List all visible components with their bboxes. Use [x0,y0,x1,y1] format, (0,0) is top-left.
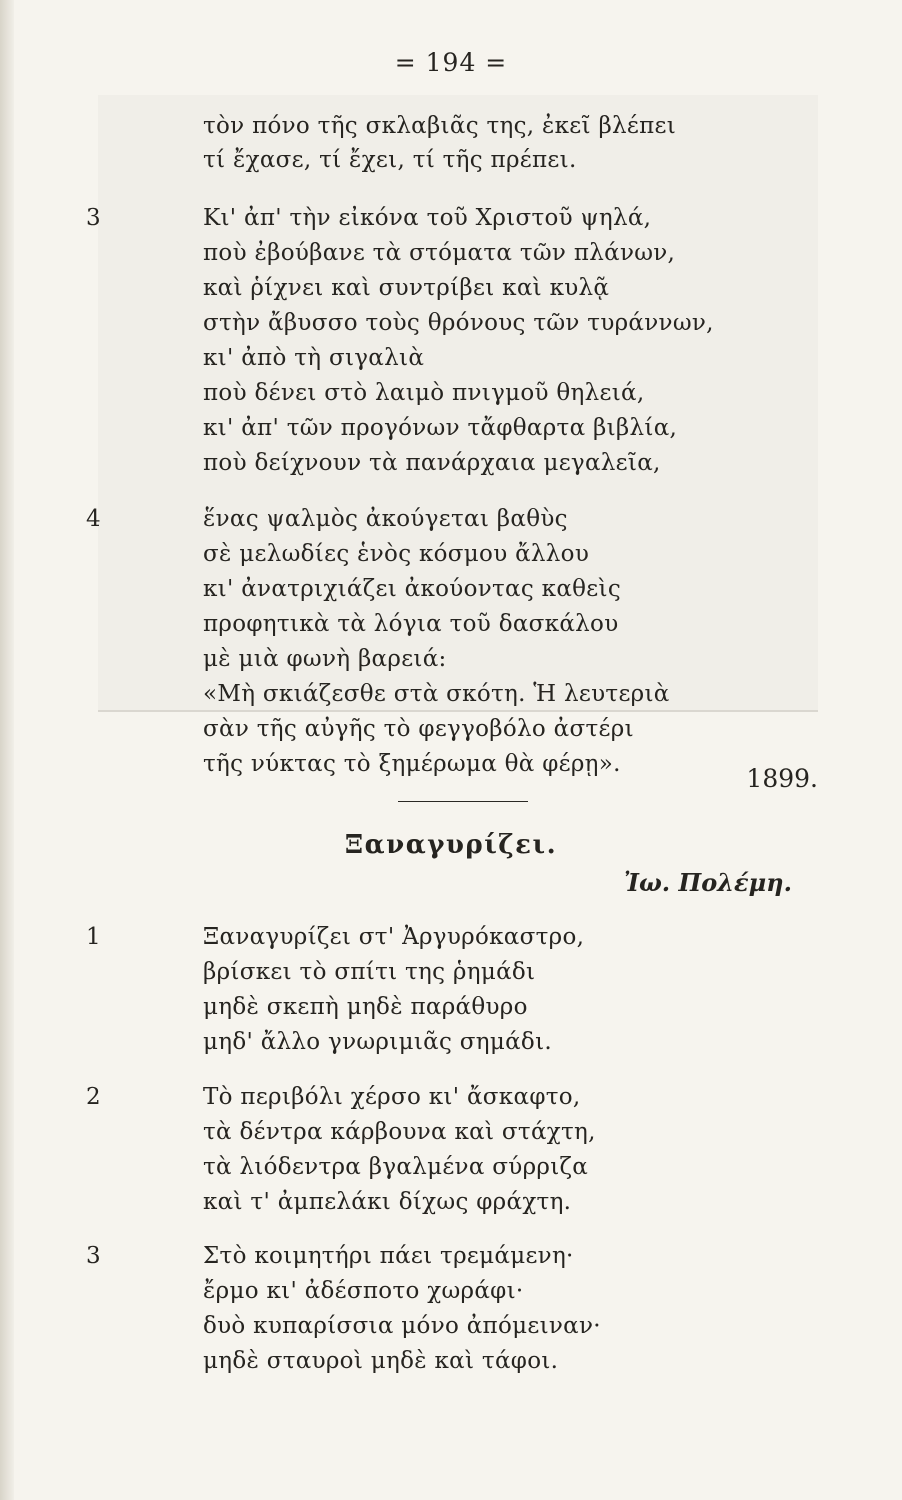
verse-line: τῆς νύκτας τὸ ξημέρωμα θὰ φέρῃ». [203,751,621,777]
verse-line: σὰν τῆς αὐγῆς τὸ φεγγοβόλο ἀστέρι [203,716,634,742]
stanza-number: 3 [86,1243,101,1269]
verse-line: κι' ἀπὸ τὴ σιγαλιὰ [203,345,425,371]
page-number: = 194 = [394,48,508,77]
verse-line: κι' ἀνατριχιάζει ἀκούοντας καθεὶς [203,576,622,602]
verse-line: καὶ τ' ἀμπελάκι δίχως φράχτη. [203,1189,572,1215]
verse-line: ποὺ ἐβούβανε τὰ στόματα τῶν πλάνων, [203,240,676,266]
section-divider [398,801,528,802]
poem-author: Ἰω. Πολέμη. [623,868,792,897]
poem-title: Ξαναγυρίζει. [344,830,558,860]
verse-line: τί ἔχασε, τί ἔχει, τί τῆς πρέπει. [203,147,577,173]
verse-line: «Μὴ σκιάζεσθε στὰ σκότη. Ἡ λευτεριὰ [203,681,670,707]
stanza-number: 1 [86,924,101,950]
verse-line: μὲ μιὰ φωνὴ βαρειά: [203,646,447,672]
verse-line: βρίσκει τὸ σπίτι της ῥημάδι [203,959,536,985]
verse-line: τὰ λιόδεντρα βγαλμένα σύρριζα [203,1154,589,1180]
verse-line: ἕνας ψαλμὸς ἀκούγεται βαθὺς [203,506,568,532]
verse-line: μηδ' ἄλλο γνωριμιᾶς σημάδι. [203,1029,553,1055]
verse-line: σὲ μελωδίες ἑνὸς κόσμου ἄλλου [203,541,590,567]
verse-line: ποὺ δείχνουν τὰ πανάρχαια μεγαλεῖα, [203,450,661,476]
verse-line: καὶ ῥίχνει καὶ συντρίβει καὶ κυλᾷ [203,275,610,301]
verse-line: μηδὲ σκεπὴ μηδὲ παράθυρο [203,994,528,1020]
verse-line: ἔρμο κι' ἀδέσποτο χωράφι· [203,1278,524,1304]
verse-line: Στὸ κοιμητήρι πάει τρεμάμενη· [203,1243,574,1269]
verse-line: ποὺ δένει στὸ λαιμὸ πνιγμοῦ θηλειά, [203,380,645,406]
page-edge-shadow [0,0,14,1500]
verse-line: προφητικὰ τὰ λόγια τοῦ δασκάλου [203,611,619,637]
stanza-number: 3 [86,205,101,231]
verse-line: Τὸ περιβόλι χέρσο κι' ἄσκαφτο, [203,1084,581,1110]
verse-line: κι' ἀπ' τῶν προγόνων τἄφθαρτα βιβλία, [203,415,678,441]
stanza-number: 4 [86,506,101,532]
verse-line: στὴν ἄβυσσο τοὺς θρόνους τῶν τυράννων, [203,310,714,336]
verse-line: δυὸ κυπαρίσσια μόνο ἀπόμειναν· [203,1313,601,1339]
verse-line: Κι' ἀπ' τὴν εἰκόνα τοῦ Χριστοῦ ψηλά, [203,205,652,231]
verse-line: μηδὲ σταυροὶ μηδὲ καὶ τάφοι. [203,1348,559,1374]
stanza-number: 2 [86,1084,101,1110]
poem-date: 1899. [746,764,818,793]
verse-line: τὸν πόνο τῆς σκλαβιᾶς της, ἐκεῖ βλέπει [203,113,677,139]
verse-line: Ξαναγυρίζει στ' Ἀργυρόκαστρο, [203,924,585,950]
verse-line: τὰ δέντρα κάρβουνα καὶ στάχτη, [203,1119,596,1145]
